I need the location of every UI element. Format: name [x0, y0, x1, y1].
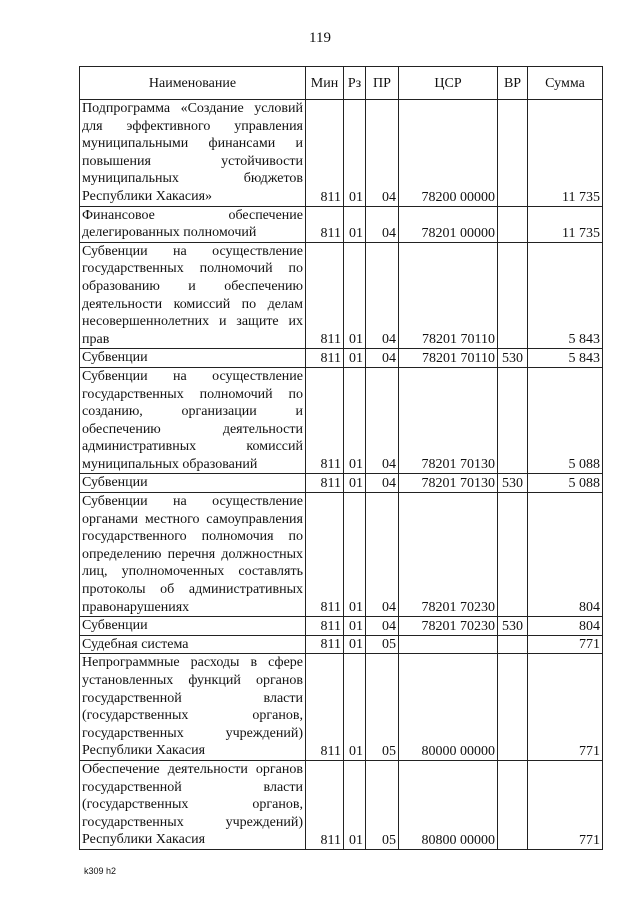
cell-min: 811 [306, 367, 344, 474]
table-row [80, 242, 603, 349]
cell-name: Субвенции [80, 349, 306, 368]
cell-name: Подпрограмма «Создание условий для эффективного управления муниципальными финансами и повышения устойчивости муниципальных бюджетов Республики Хакасия» [80, 100, 306, 207]
cell-sum: 771 [528, 635, 603, 654]
cell-rz: 01 [344, 654, 366, 761]
table-row [80, 493, 603, 617]
header-vr: ВР [498, 67, 528, 100]
cell-vr [498, 367, 528, 474]
cell-min: 811 [306, 493, 344, 617]
cell-csr: 78201 70130 [399, 474, 498, 493]
table-row [80, 100, 603, 207]
cell-rz: 01 [344, 493, 366, 617]
cell-vr [498, 242, 528, 349]
cell-name: Субвенции на осуществление государственных полномочий по образованию и обеспечению деятельности комиссий по делам несовершеннолетних и защите их прав [80, 242, 306, 349]
cell-min: 811 [306, 349, 344, 368]
cell-name: Субвенции на осуществление органами местного самоуправления государственного полномочия по определению перечня должностных лиц, уполномоченных составлять протоколы об административных правонарушениях [80, 493, 306, 617]
cell-min: 811 [306, 242, 344, 349]
cell-csr: 78201 70130 [399, 367, 498, 474]
cell-name: Субвенции [80, 474, 306, 493]
cell-vr: 530 [498, 349, 528, 368]
cell-csr: 78201 00000 [399, 206, 498, 242]
cell-vr: 530 [498, 474, 528, 493]
cell-name: Судебная система [80, 635, 306, 654]
cell-sum: 5 843 [528, 349, 603, 368]
cell-sum: 11 735 [528, 100, 603, 207]
cell-sum: 804 [528, 617, 603, 636]
cell-name: Непрограммные расходы в сфере установленных функций органов государственной власти (государственных органов, государственных учреждений) Республики Хакасия [80, 654, 306, 761]
cell-csr: 80800 00000 [399, 760, 498, 849]
cell-vr [498, 654, 528, 761]
cell-vr [498, 760, 528, 849]
table-row [80, 474, 603, 493]
cell-min: 811 [306, 100, 344, 207]
header-pr: ПР [366, 67, 399, 100]
cell-sum: 5 088 [528, 367, 603, 474]
cell-name: Обеспечение деятельности органов государственной власти (государственных органов, государственных учреждений) Республики Хакасия [80, 760, 306, 849]
cell-rz: 01 [344, 100, 366, 207]
cell-pr: 04 [366, 493, 399, 617]
cell-name: Субвенции на осуществление государственных полномочий по созданию, организации и обеспечению деятельности административных комиссий муниципальных образований [80, 367, 306, 474]
table-row [80, 760, 603, 849]
cell-csr: 78201 70110 [399, 242, 498, 349]
header-name: Наименование [80, 67, 306, 100]
cell-sum: 11 735 [528, 206, 603, 242]
cell-rz: 01 [344, 206, 366, 242]
cell-vr [498, 493, 528, 617]
cell-rz: 01 [344, 617, 366, 636]
cell-pr: 04 [366, 206, 399, 242]
cell-min: 811 [306, 206, 344, 242]
table-row [80, 635, 603, 654]
page-number: 119 [309, 30, 331, 46]
cell-pr: 04 [366, 474, 399, 493]
cell-csr: 78200 00000 [399, 100, 498, 207]
cell-rz: 01 [344, 367, 366, 474]
cell-min: 811 [306, 617, 344, 636]
cell-pr: 04 [366, 349, 399, 368]
table-row [80, 367, 603, 474]
cell-min: 811 [306, 635, 344, 654]
cell-min: 811 [306, 474, 344, 493]
cell-vr [498, 635, 528, 654]
cell-rz: 01 [344, 635, 366, 654]
cell-pr: 05 [366, 654, 399, 761]
cell-csr: 78201 70110 [399, 349, 498, 368]
cell-sum: 5 088 [528, 474, 603, 493]
header-csr: ЦСР [399, 67, 498, 100]
cell-min: 811 [306, 760, 344, 849]
table-row [80, 654, 603, 761]
cell-name: Финансовое обеспечение делегированных полномочий [80, 206, 306, 242]
table-row [80, 349, 603, 368]
cell-vr: 530 [498, 617, 528, 636]
header-rz: Рз [344, 67, 366, 100]
cell-sum: 5 843 [528, 242, 603, 349]
cell-csr: 78201 70230 [399, 617, 498, 636]
cell-min: 811 [306, 654, 344, 761]
cell-sum: 804 [528, 493, 603, 617]
cell-pr: 05 [366, 635, 399, 654]
cell-pr: 05 [366, 760, 399, 849]
header-min: Мин [306, 67, 344, 100]
cell-sum: 771 [528, 654, 603, 761]
cell-pr: 04 [366, 367, 399, 474]
cell-rz: 01 [344, 242, 366, 349]
table-header-row [80, 67, 603, 100]
cell-csr: 78201 70230 [399, 493, 498, 617]
cell-rz: 01 [344, 760, 366, 849]
table-row [80, 617, 603, 636]
table-row [80, 206, 603, 242]
cell-pr: 04 [366, 617, 399, 636]
cell-name: Субвенции [80, 617, 306, 636]
cell-csr [399, 635, 498, 654]
cell-csr: 80000 00000 [399, 654, 498, 761]
cell-vr [498, 100, 528, 207]
cell-vr [498, 206, 528, 242]
budget-table [79, 66, 603, 850]
cell-rz: 01 [344, 474, 366, 493]
header-sum: Сумма [528, 67, 603, 100]
cell-pr: 04 [366, 242, 399, 349]
footer-code: k309 h2 [84, 866, 117, 876]
cell-rz: 01 [344, 349, 366, 368]
cell-pr: 04 [366, 100, 399, 207]
cell-sum: 771 [528, 760, 603, 849]
